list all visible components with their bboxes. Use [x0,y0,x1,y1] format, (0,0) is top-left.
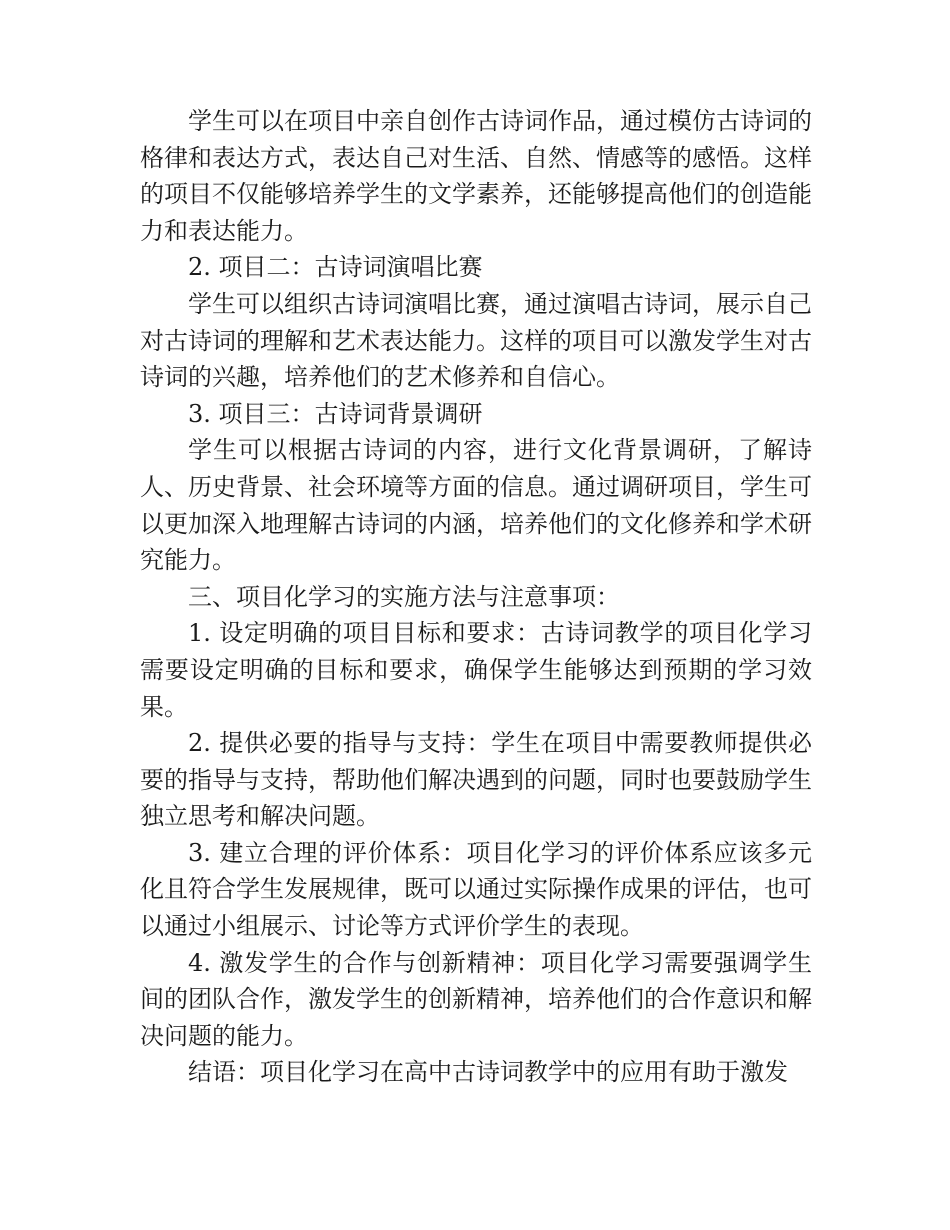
paragraph-method-4: 4. 激发学生的合作与创新精神：项目化学习需要强调学生间的团队合作，激发学生的创新精神，培养他们的合作意识和解决问题的能力。 [140,948,812,1050]
paragraph-conclusion: 结语：项目化学习在高中古诗词教学中的应用有助于激发 [188,1058,788,1087]
paragraph-method-2: 2. 提供必要的指导与支持：学生在项目中需要教师提供必要的指导与支持，帮助他们解决遇到的问题，同时也要鼓励学生独立思考和解决问题。 [140,729,812,831]
paragraph-project-three-description: 学生可以根据古诗词的内容，进行文化背景调研，了解诗人、历史背景、社会环境等方面的信息。通过调研项目，学生可以更加深入地理解古诗词的内涵，培养他们的文化修养和学术研究能力。 [140,436,812,575]
section-heading-implementation: 三、项目化学习的实施方法与注意事项： [188,582,620,611]
document-page [140,103,812,1091]
paragraph-project-two-description: 学生可以组织古诗词演唱比赛，通过演唱古诗词，展示自己对古诗词的理解和艺术表达能力。这样的项目可以激发学生对古诗词的兴趣，培养他们的艺术修养和自信心。 [140,289,812,392]
paragraph-project-one-description: 学生可以在项目中亲自创作古诗词作品，通过模仿古诗词的格律和表达方式，表达自己对生活、自然、情感等的感悟。这样的项目不仅能够培养学生的文学素养，还能够提高他们的创造能力和表达能力。 [140,107,812,245]
paragraph-method-1: 1. 设定明确的项目目标和要求：古诗词教学的项目化学习需要设定明确的目标和要求，确保学生能够达到预期的学习效果。 [140,619,812,721]
heading-project-two: 2. 项目二：古诗词演唱比赛 [188,253,483,282]
paragraph-method-3: 3. 建立合理的评价体系：项目化学习的评价体系应该多元化且符合学生发展规律，既可以通过实际操作成果的评估，也可以通过小组展示、讨论等方式评价学生的表现。 [140,838,812,941]
heading-project-three: 3. 项目三：古诗词背景调研 [188,399,483,428]
